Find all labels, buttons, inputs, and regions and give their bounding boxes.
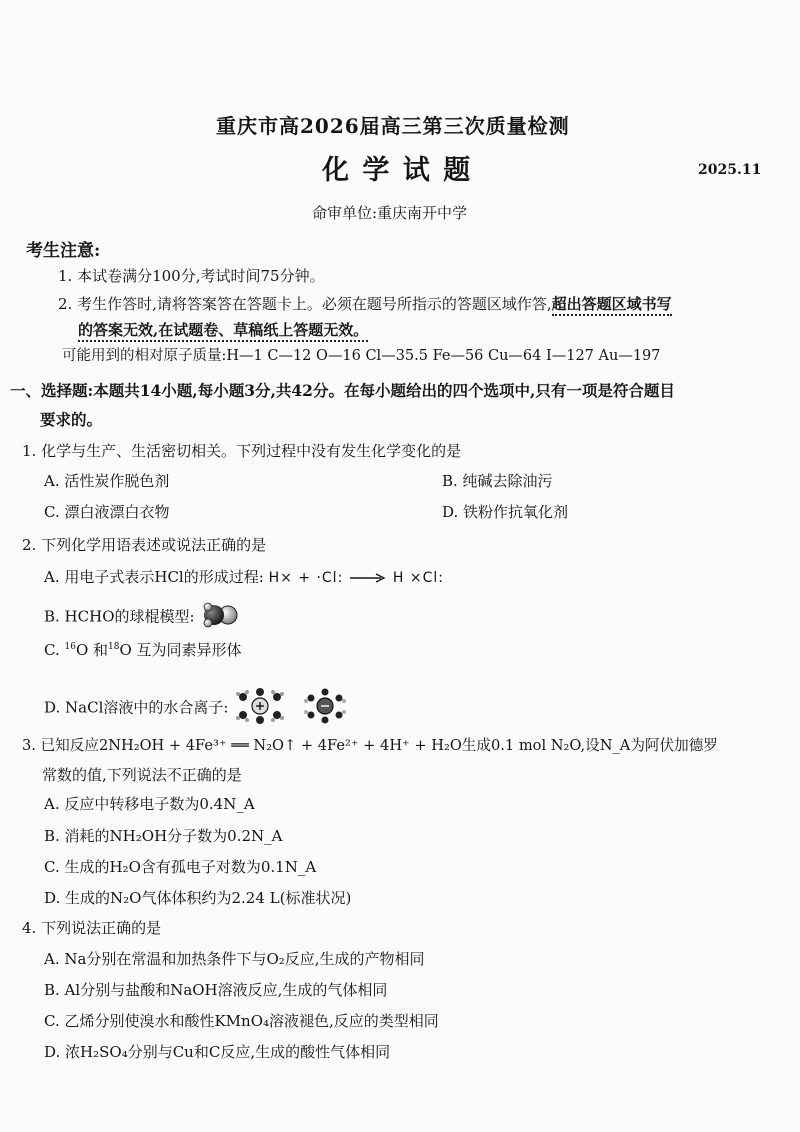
notice-item-1: 1. 本试卷满分100分,考试时间75分钟。 xyxy=(58,267,325,285)
q4-option-b: B. Al分别与盐酸和NaOH溶液反应,生成的气体相同 xyxy=(44,981,388,999)
hcho-ball-stick-icon xyxy=(199,602,239,633)
q3-option-b: B. 消耗的NH₂OH分子数为0.2N_A xyxy=(44,827,283,845)
q1-option-c: C. 漂白液漂白衣物 xyxy=(44,503,170,521)
atomic-masses: 可能用到的相对原子质量:H—1 C—12 O—16 Cl—35.5 Fe—56 Cu—64 I—127 Au—197 xyxy=(62,348,661,364)
isotope-18-mass: 18 xyxy=(108,642,120,652)
isotope-16-mass: 16 xyxy=(64,642,76,652)
q1-stem: 1. 化学与生产、生活密切相关。下列过程中没有发生化学变化的是 xyxy=(22,442,462,460)
q2-option-a xyxy=(44,567,444,588)
q2-option-c-label: C. xyxy=(44,641,65,659)
q4-stem: 4. 下列说法正确的是 xyxy=(22,919,162,937)
q2-option-c-rest: O 互为同素异形体 xyxy=(119,641,242,659)
hydrated-na-ion-icon xyxy=(233,688,287,729)
q2-option-d-text: D. NaCl溶液中的水合离子: xyxy=(44,698,229,717)
q2-option-b-text: B. HCHO的球棍模型: xyxy=(44,607,195,626)
q4-option-d: D. 浓H₂SO₄分别与Cu和C反应,生成的酸性气体相同 xyxy=(44,1043,391,1061)
exam-title: 重庆市高2026届高三第三次质量检测 xyxy=(216,114,570,138)
q3-stem-line1: 3. 已知反应2NH₂OH + 4Fe³⁺ ══ N₂O↑ + 4Fe²⁺ + 4H⁺ + H₂O生成0.1 mol N₂O,设N_A为阿伏加德罗 xyxy=(22,737,718,754)
q2-option-c-o16: O 和 xyxy=(75,641,109,659)
q3-option-d: D. 生成的N₂O气体体积约为2.24 L(标准状况) xyxy=(44,889,352,907)
q1-option-a: A. 活性炭作脱色剂 xyxy=(44,472,170,490)
hcl-lewis-right: H ×Cl: xyxy=(392,570,444,586)
notice-title: 考生注意: xyxy=(26,241,101,261)
q4-option-a: A. Na分别在常温和加热条件下与O₂反应,生成的产物相同 xyxy=(44,950,425,968)
notice-item-2-text: 2. 考生作答时,请将答案答在答题卡上。必须在题号所指示的答题区域作答, xyxy=(58,295,552,313)
q2-option-d xyxy=(44,688,348,729)
reaction-arrow-icon xyxy=(348,568,388,588)
hcl-lewis-left: H× + ·Cl: xyxy=(268,570,344,586)
q2-option-a-text: A. 用电子式表示HCl的形成过程: xyxy=(44,568,264,586)
section-1-header-cont: 要求的。 xyxy=(40,410,103,429)
q1-option-b: B. 纯碱去除油污 xyxy=(442,472,553,490)
q2-option-b xyxy=(44,602,239,633)
setter-unit: 命审单位:重庆南开中学 xyxy=(312,204,468,222)
q4-option-c: C. 乙烯分别使溴水和酸性KMnO₄溶液褪色,反应的类型相同 xyxy=(44,1012,439,1030)
q3-option-c: C. 生成的H₂O含有孤电子对数为0.1N_A xyxy=(44,858,317,876)
notice-item-2-cont xyxy=(78,320,368,340)
q2-stem: 2. 下列化学用语表述或说法正确的是 xyxy=(22,536,267,554)
q2-option-c xyxy=(44,640,242,660)
notice-item-2-emphasis: 超出答题区域书写 xyxy=(552,295,672,316)
exam-date: 2025.11 xyxy=(698,162,762,178)
q3-stem-line2: 常数的值,下列说法不正确的是 xyxy=(42,766,242,784)
q3-option-a: A. 反应中转移电子数为0.4N_A xyxy=(44,795,255,813)
hydrated-cl-ion-icon xyxy=(302,688,348,729)
q1-option-d: D. 铁粉作抗氧化剂 xyxy=(442,503,569,521)
notice-item-2-emphasis-cont: 的答案无效,在试题卷、草稿纸上答题无效。 xyxy=(78,321,368,342)
section-1-header: 一、选择题:本题共14小题,每小题3分,共42分。在每小题给出的四个选项中,只有一项是符合题目 xyxy=(10,381,675,400)
subject-title: 化 学 试 题 xyxy=(322,155,473,186)
notice-item-2 xyxy=(58,294,672,314)
